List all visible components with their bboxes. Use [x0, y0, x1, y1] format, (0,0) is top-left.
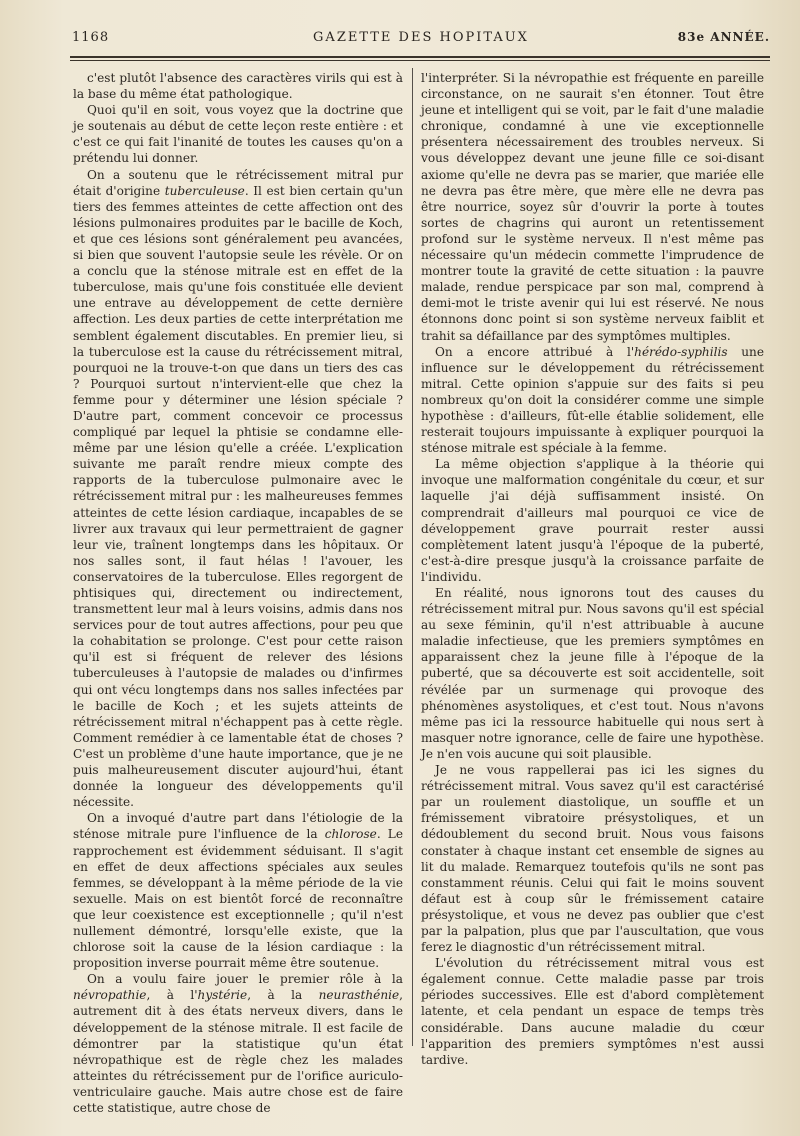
text-run: On a voulu faire jouer le premier rôle à la [87, 972, 403, 987]
emphasized-term: hérédo-syphilis [634, 344, 728, 359]
emphasized-term: chlorose [324, 827, 377, 842]
column-divider [412, 68, 413, 1046]
paragraph [421, 344, 764, 457]
page-number: 1168 [72, 30, 110, 45]
paragraph [73, 167, 403, 811]
text-run: On a encore attribué à l' [435, 344, 635, 359]
paragraph [421, 456, 764, 585]
paragraph [73, 971, 403, 1116]
text-run: On a invoqué d'autre part dans l'étiologie de la sténose mitrale pure l'influence de la [73, 811, 403, 842]
emphasized-term: tuberculeuse [164, 183, 245, 198]
header-rule-thin [70, 60, 770, 61]
text-run: c'est plutôt l'absence des caractères virils qui est à la base du même état pathologique. [73, 71, 403, 102]
text-run: En réalité, nous ignorons tout des causes du rétrécissement mitral pur. Nous savons qu'il est spécial au sexe féminin, qu'il n'est attribuable à aucune maladie infectieuse, que les premiers symptômes en apparaissent chez la jeune fille à l'époque de la puberté, que sa découverte est soit accidentelle, soit révélée par un surmenage qui provoque des phénomènes asystoliques, et c'est tout. Nous n'avons même pas ici la ressource habituelle qui nous sert à masquer notre ignorance, celle de faire une hypothèse. Je n'en vois aucune qui soit plausible. [421, 586, 764, 761]
text-run: On a soutenu que le rétrécissement mitral pur était d'origine [73, 167, 403, 198]
header-rule-thick [70, 56, 770, 58]
text-run: Je ne vous rappellerai pas ici les signes du rétrécissement mitral. Vous savez qu'il est caractérisé par un roulement diastolique, un souffle et un frémissement vibratoire présystoliques, et un dédoublement du second bruit. Nous vous faisons constater à chaque instant cet ensemble de signes au lit du malade. Remarquez toutefois qu'ils ne sont pas constamment réunis. Celui qui fait le moins souvent défaut est à coup sûr le frémissement cataire présystolique, et vous ne devez pas oublier que c'est par la palpation, plus que par l'auscultation, que vous ferez le diagnostic d'un rétrécissement mitral. [421, 763, 764, 955]
text-run: La même objection s'applique à la théorie qui invoque une malformation congénitale du cœur, et sur laquelle j'ai déjà suffisamment insisté. On comprendrait d'ailleurs mal pourquoi ce vice de développement grave pourrait rester aussi complètement latent jusqu'à l'époque de la puberté, c'est-à-dire presque jusqu'à la croissance parfaite de l'individu. [421, 457, 764, 584]
text-run: L'évolution du rétrécissement mitral vous est également connue. Cette maladie passe par trois périodes successives. Elle est d'abord complètement latente, et cela pendant un espace de temps très considérable. Dans aucune maladie du cœur l'apparition des premiers symptômes n'est aussi tardive. [421, 956, 764, 1067]
text-run: , à la [247, 988, 319, 1003]
text-run: . Le rapprochement est évidemment séduisant. Il s'agit en effet de deux affections spéciales aux seules femmes, se développant à la même période de la vie sexuelle. Mais on est bientôt forcé de reconnaître que leur coexistence est exceptionnelle ; qu'il n'est nullement démontré, lorsqu'elle existe, que la chlorose soit la cause de la lésion cardiaque : la proposition inverse pourrait même être soutenue. [73, 827, 403, 971]
paragraph [73, 102, 403, 166]
paragraph [73, 70, 403, 102]
text-run: Quoi qu'il en soit, vous voyez que la doctrine que je soutenais au début de cette leçon reste entière : et c'est ce qui fait l'inanité de toutes les causes qu'on a prétendu lui donner. [73, 103, 403, 166]
paragraph [421, 585, 764, 762]
journal-title: GAZETTE DES HOPITAUX [313, 30, 529, 45]
emphasized-term: hystérie [197, 988, 248, 1003]
text-run: , à l' [146, 988, 198, 1003]
emphasized-term: neurasthénie [318, 988, 400, 1003]
text-run: l'interpréter. Si la névropathie est fréquente en pareille circonstance, on ne saurait s'en étonner. Tout être jeune et intelligent qui se voit, par le fait d'une maladie chronique, condamné à une vie exceptionnelle présentera nécessairement des troubles nerveux. Si vous développez devant une jeune fille ce soi-disant axiome qu'elle ne devra pas se marier, que mariée elle ne devra pas être mère, que mère elle ne devra pas être nourrice, soyez sûr d'ouvrir la porte à toutes sortes de chagrins qui auront un retentissement profond sur le système nerveux. Il n'est même pas nécessaire qu'un médecin commette l'imprudence de montrer toute la gravité de cette situation : la pauvre malade, rendue perspicace par son mal, comprend à demi-mot le triste avenir qui lui est réservé. Ne nous étonnons donc point si son système nerveux faiblit et trahit sa défaillance par des symptômes multiples. [421, 71, 764, 343]
right-text-column [421, 70, 764, 1068]
paragraph [421, 762, 764, 955]
year-label: 83e ANNÉE. [677, 30, 770, 44]
emphasized-term: névropathie [73, 988, 147, 1003]
paragraph [73, 810, 403, 971]
paragraph [421, 955, 764, 1068]
left-text-column [73, 70, 403, 1116]
text-run: , autrement dit à des états nerveux divers, dans le développement de la sténose mitrale. Il est facile de démontrer par la statistique qu'un état névropathique est de règle chez les malades atteintes du rétrécissement pur de l'orifice auriculo-ventriculaire gauche. Mais autre chose est de faire cette statistique, autre chose de [73, 988, 403, 1115]
page-header [72, 30, 770, 50]
text-run: une influence sur le développement du rétrécissement mitral. Cette opinion s'appuie sur des faits si peu nombreux qu'on doit la considérer comme une simple hypothèse : d'ailleurs, fût-elle établie solidement, elle resterait toujours impuissante à expliquer pourquoi la sténose mitrale est spéciale à la femme. [421, 344, 764, 456]
paragraph [421, 70, 764, 344]
text-run: . Il est bien certain qu'un tiers des femmes atteintes de cette affection ont des lésions pulmonaires produites par le bacille de Koch, et que ces lésions sont généralement peu avancées, si bien que souvent l'autopsie seule les révèle. Or on a conclu que la sténose mitrale est en effet de la tuberculose, mais qu'une fois constituée elle devient une entrave au développement de cette dernière affection. Les deux parties de cette interprétation me semblent également discutables. En premier lieu, si la tuberculose est la cause du rétrécissement mitral, pourquoi ne la trouve-t-on que dans un tiers des cas ? Pourquoi surtout n'intervient-elle que chez la femme pour y déterminer une lésion spéciale ? D'autre part, comment concevoir ce processus compliqué par lequel la phtisie se condamne elle-même par une lésion qu'elle a créée. L'explication suivante me paraît rendre mieux compte des rapports de la tuberculose pulmonaire avec le rétrécissement mitral pur : les malheureuses femmes atteintes de cette lésion cardiaque, incapables de se livrer aux travaux qui leur permettraient de gagner leur vie, traînent longtemps dans les hôpitaux. Or nos salles sont, il faut hélas ! l'avouer, les conservatoires de la tuberculose. Elles regorgent de phtisiques qui, directement ou indirectement, transmettent leur mal à leurs voisins, admis dans nos services pour de tout autres affections, pour peu que la cohabitation se prolonge. C'est pour cette raison qu'il est si fréquent de relever des lésions tuberculeuses à l'autopsie de malades ou d'infirmes qui ont vécu longtemps dans nos salles infectées par le bacille de Koch ; et les sujets atteints de rétrécissement mitral n'échappent pas à cette règle. Comment remédier à ce lamentable état de choses ? C'est un problème d'une haute importance, que je ne puis malheureusement discuter aujourd'hui, étant donnée la longueur des développements qu'il nécessite. [73, 183, 403, 810]
